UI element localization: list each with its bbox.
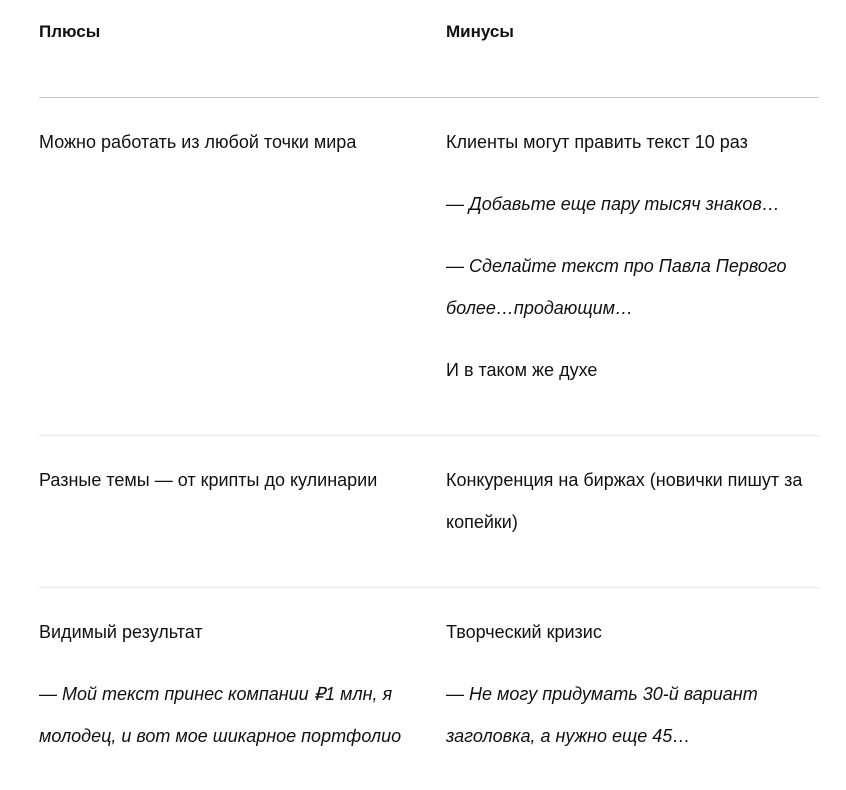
row-3-pros-cell — [39, 611, 419, 757]
row-2-cons-cell — [446, 459, 818, 543]
row-2-pros-text: Разные темы — от крипты до кулинарии — [39, 470, 378, 490]
quote-dash: — — [39, 684, 63, 704]
row-1-pros-text: Можно работать из любой точки мира — [39, 132, 357, 152]
row-2-pros-cell — [39, 459, 419, 501]
quote-dash: — — [446, 194, 470, 214]
quote-dash: — — [446, 684, 470, 704]
quote-text: Сделайте текст про Павла Первого более…продающим… — [446, 256, 787, 318]
row-3-cons-cell — [446, 611, 818, 757]
row-1-cons-text: Клиенты могут править текст 10 раз — [446, 132, 748, 152]
row-divider-1 — [39, 435, 819, 436]
row-3-cons-text: Творческий кризис — [446, 622, 602, 642]
header-divider — [39, 97, 819, 98]
row-1-cons-cell — [446, 121, 818, 391]
column-header-cons: Минусы — [446, 22, 514, 41]
row-3-pros-quote — [39, 673, 419, 757]
column-header-pros: Плюсы — [39, 22, 101, 41]
row-3-pros-text: Видимый результат — [39, 622, 203, 642]
quote-text: Добавьте еще пару тысяч знаков… — [469, 194, 780, 214]
row-2-cons-text: Конкуренция на биржах (новички пишут за копейки) — [446, 470, 803, 532]
row-1-cons-quote-1 — [446, 183, 818, 225]
row-1-cons-text-2: И в таком же духе — [446, 360, 598, 380]
quote-dash: — — [446, 256, 470, 276]
quote-text: Не могу придумать 30-й вариант заголовка, а нужно еще 45… — [446, 684, 758, 746]
row-divider-2 — [39, 587, 819, 588]
quote-text: Мой текст принес компании ₽1 млн, я молодец, и вот мое шикарное портфолио — [39, 684, 402, 746]
row-1-cons-quote-2 — [446, 245, 818, 329]
row-3-cons-quote — [446, 673, 818, 757]
row-1-pros-cell — [39, 121, 419, 163]
